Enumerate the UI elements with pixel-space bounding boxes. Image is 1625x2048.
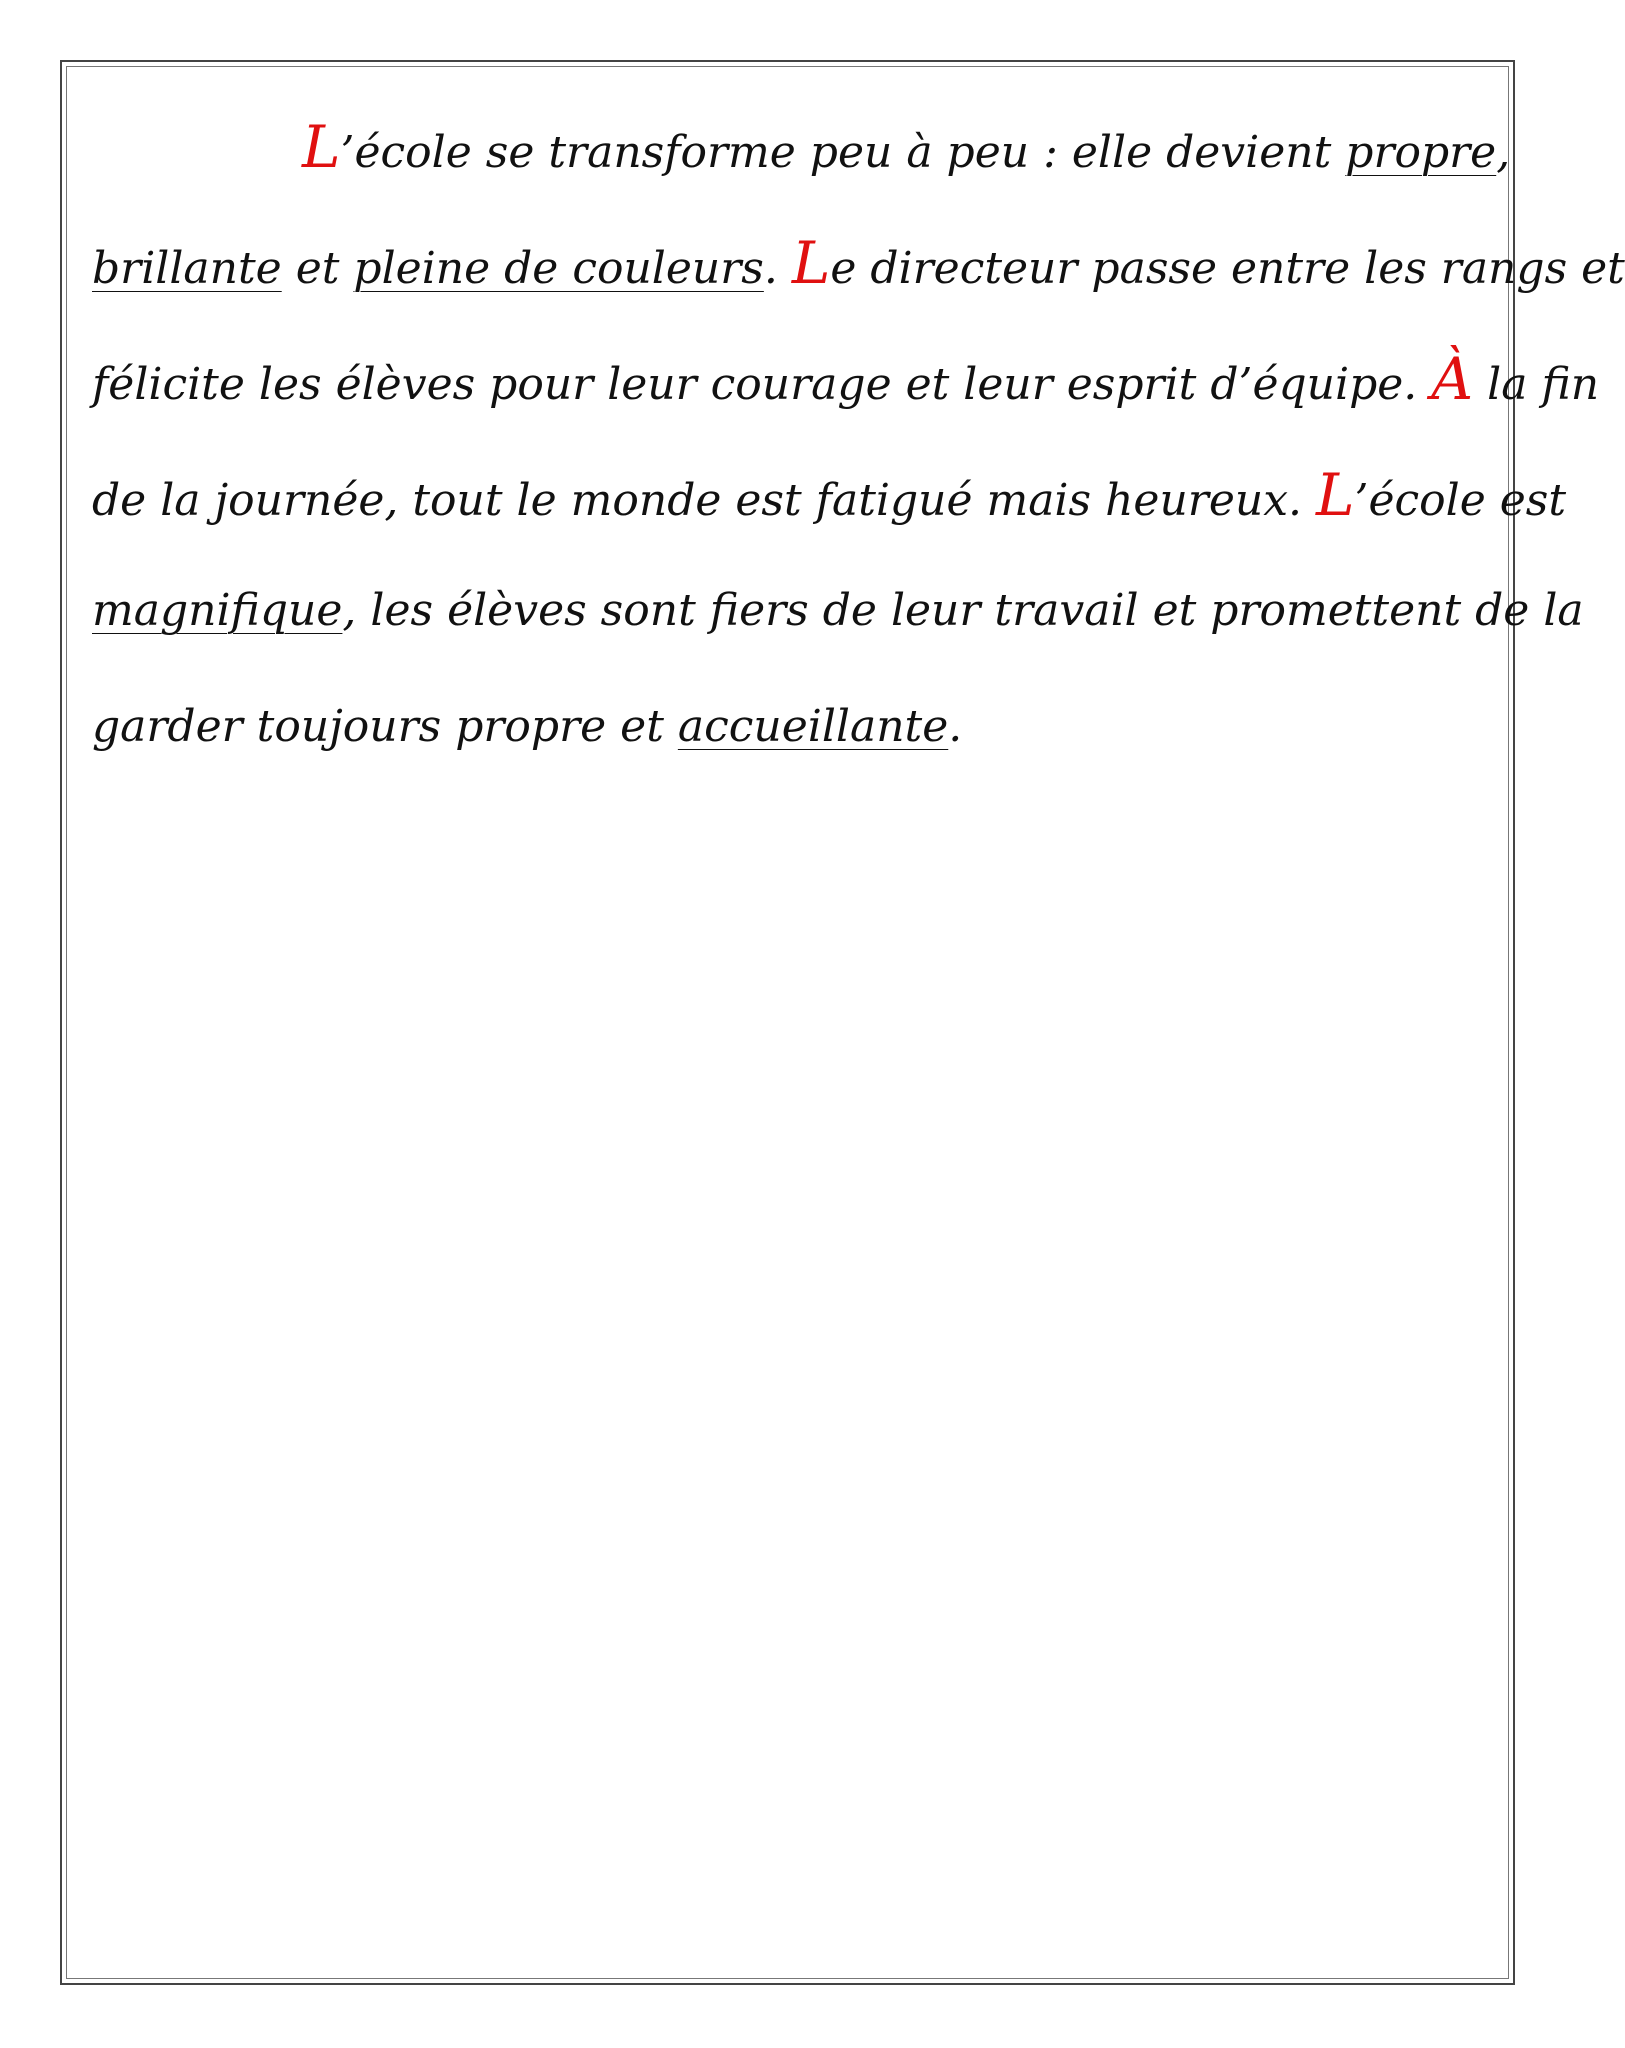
- text-segment: ’école se transforme peu à peu : elle devient: [340, 127, 1346, 178]
- text-line-1: [302, 112, 1510, 182]
- text-line-3: [92, 344, 1599, 414]
- underlined-word: brillante: [92, 243, 282, 294]
- red-initial-letter: À: [1431, 345, 1474, 413]
- red-initial-letter: L: [302, 113, 341, 181]
- text-segment: , les élèves sont fiers de leur travail et promettent de la: [342, 585, 1584, 636]
- text-segment: garder toujours propre et: [92, 701, 678, 752]
- underlined-word: propre: [1345, 127, 1497, 178]
- text-segment: félicite les élèves pour leur courage et leur esprit d’équipe.: [92, 359, 1432, 410]
- text-segment: et: [281, 243, 354, 294]
- text-segment: .: [763, 243, 792, 294]
- red-initial-letter: L: [1316, 461, 1355, 529]
- text-segment: .: [948, 701, 963, 752]
- text-segment: e directeur passe entre les rangs et: [830, 243, 1625, 294]
- text-segment: de la journée, tout le monde est fatigué mais heureux.: [92, 475, 1316, 526]
- text-line-4: [92, 460, 1566, 530]
- text-segment: ’école est: [1354, 475, 1567, 526]
- red-initial-letter: L: [791, 229, 831, 297]
- text-segment: la fin: [1473, 359, 1600, 410]
- underlined-word: magnifique: [92, 585, 343, 636]
- text-segment: ,: [1496, 127, 1511, 178]
- text-line-6: [92, 692, 962, 762]
- text-line-2: [92, 228, 1625, 298]
- text-line-5: [92, 576, 1584, 646]
- underlined-word: pleine de couleurs: [353, 243, 764, 294]
- underlined-word: accueillante: [677, 701, 949, 752]
